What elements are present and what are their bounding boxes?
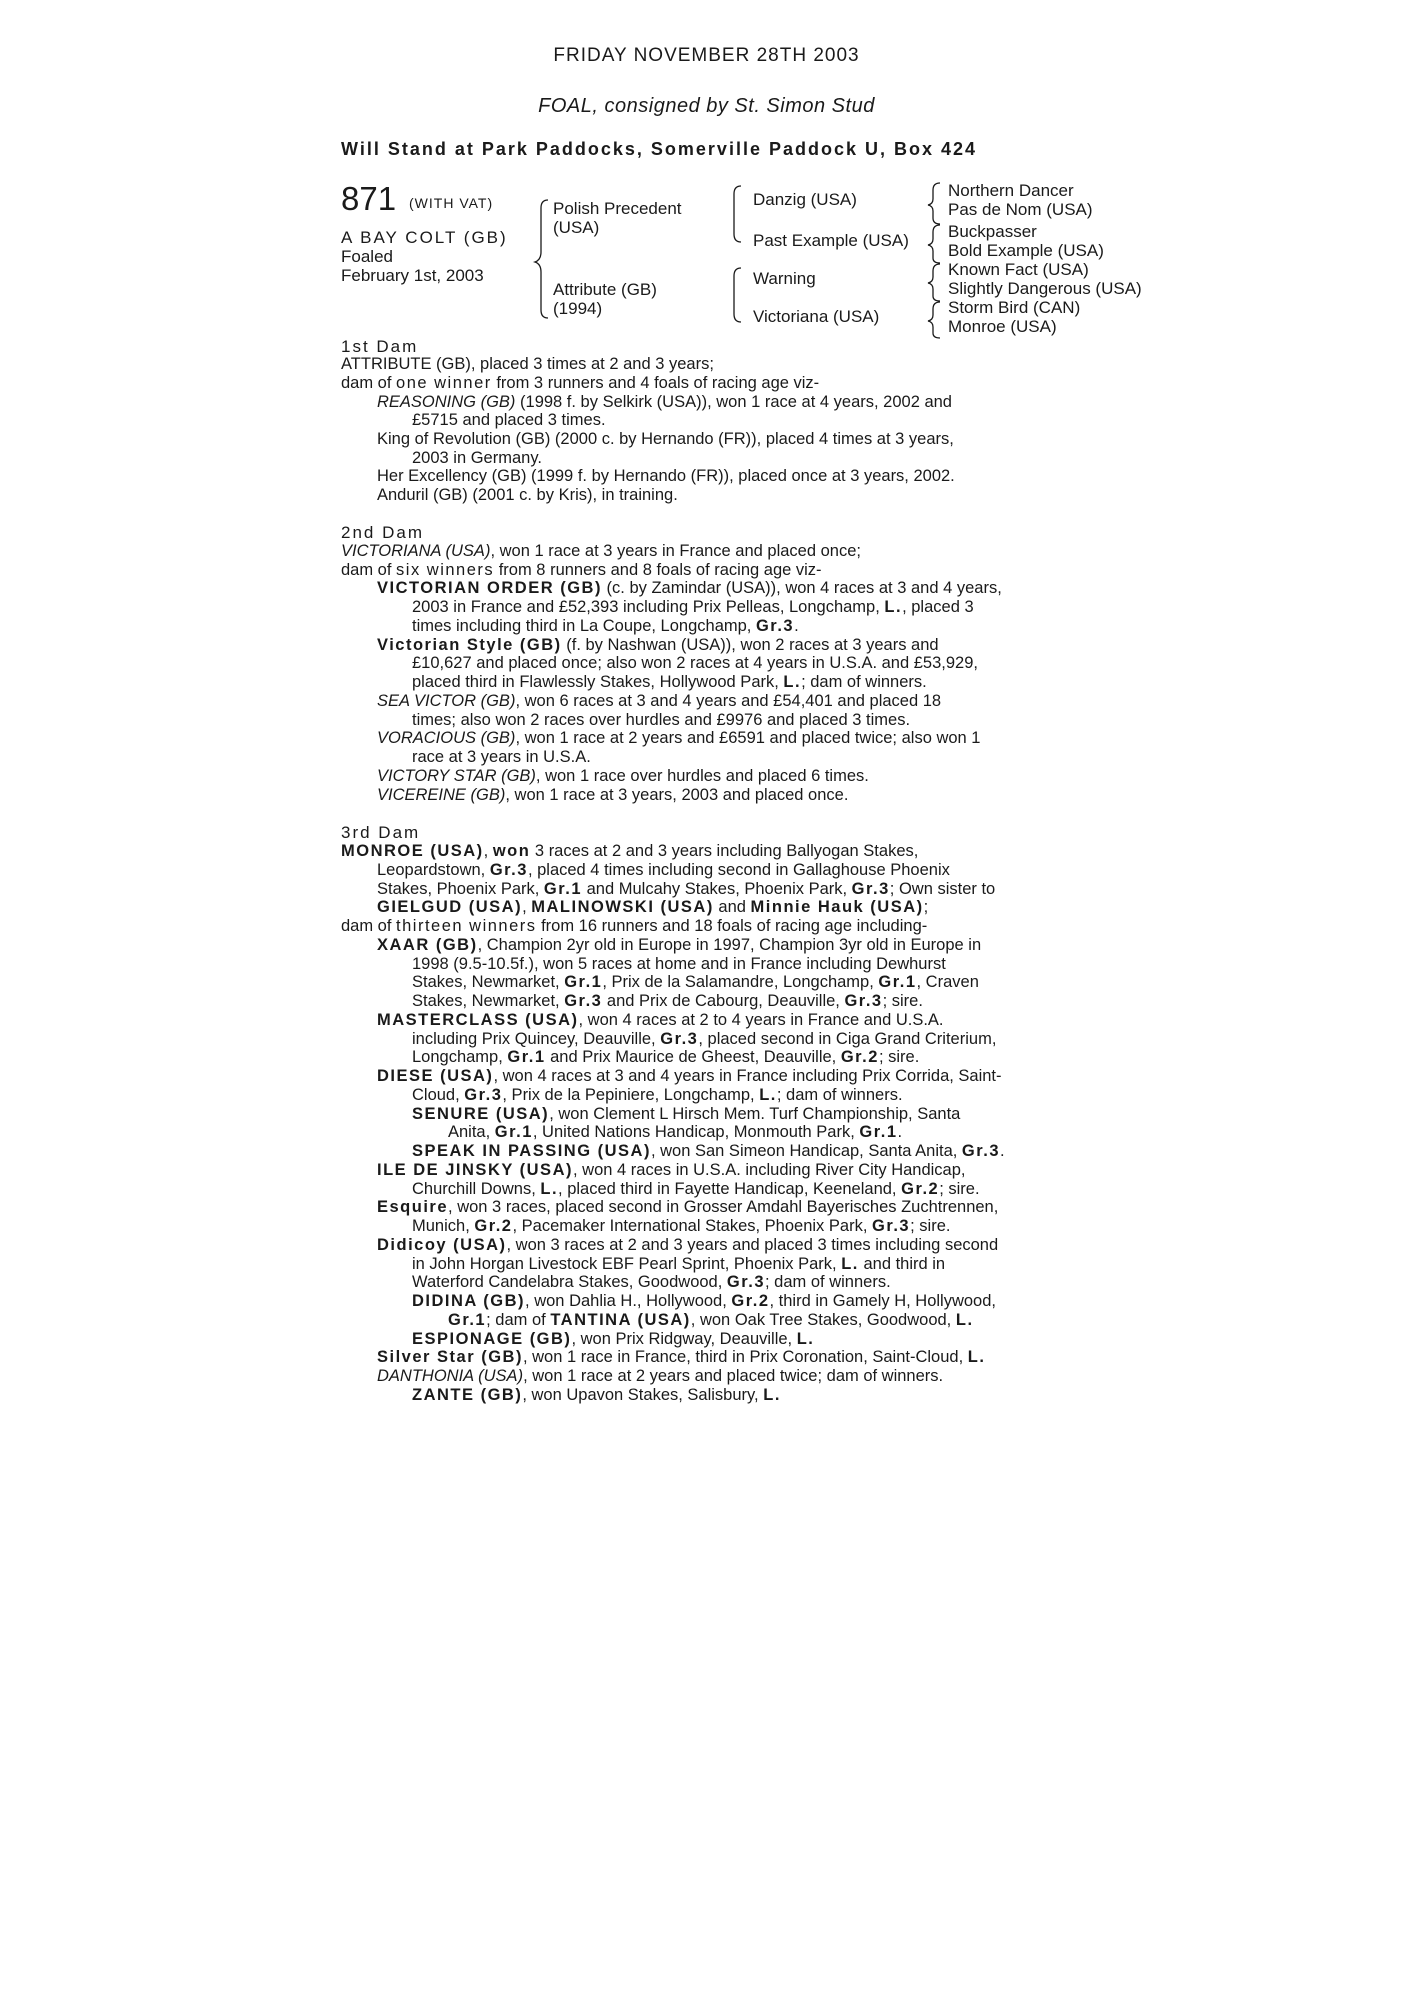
sire-name: Polish Precedent: [553, 199, 682, 218]
third-dam-line-4: GIELGUD (USA), MALINOWSKI (USA) and Minnie Hauk (USA);: [377, 898, 929, 916]
third-dam-heading: 3rd Dam: [341, 823, 421, 842]
produce-her-excellency: Her Excellency (GB) (1999 f. by Hernando (FR)), placed once at 3 years, 2002.: [377, 467, 955, 485]
produce-diese: DIESE (USA), won 4 races at 3 and 4 years in France including Prix Corrida, Saint-: [377, 1067, 1002, 1085]
produce-diese-cont: Cloud, Gr.3, Prix de la Pepiniere, Longchamp, L.; dam of winners.: [412, 1086, 903, 1104]
first-dam-produce-summary: dam of one winner from 3 runners and 4 foals of racing age viz-: [341, 374, 820, 392]
lot-description: A BAY COLT (GB): [341, 228, 508, 247]
pedigree-braces: [0, 0, 1413, 340]
produce-victorian-order: VICTORIAN ORDER (GB) (c. by Zamindar (USA)), won 4 races at 3 and 4 years,: [377, 579, 1002, 597]
pedigree-gen3-4: Bold Example (USA): [948, 241, 1104, 260]
pedigree-dam-sire: Warning: [753, 269, 816, 288]
produce-esquire-cont: Munich, Gr.2, Pacemaker International Stakes, Phoenix Park, Gr.3; sire.: [412, 1217, 951, 1235]
brace-danzig: [928, 183, 940, 224]
produce-xaar: XAAR (GB), Champion 2yr old in Europe in 1997, Champion 3yr old in Europe in: [377, 936, 982, 954]
produce-king-of-revolution-cont: 2003 in Germany.: [412, 449, 542, 467]
produce-ile-de-jinsky-cont: Churchill Downs, L., placed third in Fayette Handicap, Keeneland, Gr.2; sire.: [412, 1180, 980, 1198]
pedigree-gen3-3: Buckpasser: [948, 222, 1037, 241]
brace-sire: [734, 186, 741, 242]
produce-didicoy-cont2: Waterford Candelabra Stakes, Goodwood, Gr.3; dam of winners.: [412, 1273, 891, 1291]
brace-dam: [734, 268, 741, 322]
location-line: Will Stand at Park Paddocks, Somerville Paddock U, Box 424: [341, 139, 978, 159]
brace-main: [535, 200, 548, 318]
produce-victorian-order-cont: 2003 in France and £52,393 including Prix Pelleas, Longchamp, L., placed 3: [412, 598, 974, 616]
first-dam-line: ATTRIBUTE (GB), placed 3 times at 2 and 3 years;: [341, 355, 714, 373]
produce-esquire: Esquire, won 3 races, placed second in Grosser Amdahl Bayerisches Zuchtrennen,: [377, 1198, 999, 1216]
pedigree-gen3-2: Pas de Nom (USA): [948, 200, 1093, 219]
produce-didicoy: Didicoy (USA), won 3 races at 2 and 3 years and placed 3 times including second: [377, 1236, 999, 1254]
sale-date: FRIDAY NOVEMBER 28TH 2003: [553, 45, 860, 66]
foaled-date: February 1st, 2003: [341, 266, 484, 285]
pedigree-gen3-1: Northern Dancer: [948, 181, 1074, 200]
produce-danthonia: DANTHONIA (USA), won 1 race at 2 years and placed twice; dam of winners.: [377, 1367, 944, 1385]
produce-reasoning-cont: £5715 and placed 3 times.: [412, 411, 606, 429]
sire-country: (USA): [553, 218, 600, 237]
second-dam-line: VICTORIANA (USA), won 1 race at 3 years in France and placed once;: [341, 542, 861, 560]
lot-number: 871: [341, 180, 397, 217]
produce-anduril: Anduril (GB) (2001 c. by Kris), in training.: [377, 486, 678, 504]
produce-xaar-cont3: Stakes, Newmarket, Gr.3 and Prix de Cabourg, Deauville, Gr.3; sire.: [412, 992, 923, 1010]
produce-victory-star: VICTORY STAR (GB), won 1 race over hurdles and placed 6 times.: [377, 767, 869, 785]
brace-warning: [928, 264, 940, 301]
produce-king-of-revolution: King of Revolution (GB) (2000 c. by Hernando (FR)), placed 4 times at 3 years,: [377, 430, 954, 448]
produce-sea-victor: SEA VICTOR (GB), won 6 races at 3 and 4 years and £54,401 and placed 18: [377, 692, 942, 710]
produce-didina-cont: Gr.1; dam of TANTINA (USA), won Oak Tree Stakes, Goodwood, L.: [448, 1311, 974, 1329]
second-dam-heading: 2nd Dam: [341, 523, 424, 542]
produce-senure-cont: Anita, Gr.1, United Nations Handicap, Monmouth Park, Gr.1.: [448, 1123, 903, 1141]
produce-masterclass: MASTERCLASS (USA), won 4 races at 2 to 4 years in France and U.S.A.: [377, 1011, 944, 1029]
pedigree-gen3-6: Slightly Dangerous (USA): [948, 279, 1142, 298]
produce-silver-star: Silver Star (GB), won 1 race in France, third in Prix Coronation, Saint-Cloud, L.: [377, 1348, 986, 1366]
produce-speak-in-passing: SPEAK IN PASSING (USA), won San Simeon Handicap, Santa Anita, Gr.3.: [412, 1142, 1005, 1160]
third-dam-line-2: Leopardstown, Gr.3, placed 4 times including second in Gallaghouse Phoenix: [377, 861, 950, 879]
produce-reasoning: REASONING (GB) (1998 f. by Selkirk (USA)), won 1 race at 4 years, 2002 and: [377, 393, 952, 411]
vat-note: (WITH VAT): [409, 195, 494, 211]
foaled-label: Foaled: [341, 247, 393, 266]
consignment-line: FOAL, consigned by St. Simon Stud: [538, 95, 875, 117]
produce-victorian-style-cont: £10,627 and placed once; also won 2 races at 4 years in U.S.A. and £53,929,: [412, 654, 978, 672]
produce-ile-de-jinsky: ILE DE JINSKY (USA), won 4 races in U.S.A. including River City Handicap,: [377, 1161, 966, 1179]
produce-voracious-cont: race at 3 years in U.S.A.: [412, 748, 591, 766]
produce-victorian-order-cont2: times including third in La Coupe, Longchamp, Gr.3.: [412, 617, 799, 635]
produce-vicereine: VICEREINE (GB), won 1 race at 3 years, 2003 and placed once.: [377, 786, 849, 804]
dam-year: (1994): [553, 299, 603, 318]
pedigree-sire-dam: Past Example (USA): [753, 231, 909, 250]
pedigree-dam-dam: Victoriana (USA): [753, 307, 880, 326]
brace-past-example: [928, 225, 940, 263]
pedigree-gen3-7: Storm Bird (CAN): [948, 298, 1081, 317]
produce-victorian-style-cont2: placed third in Flawlessly Stakes, Hollywood Park, L.; dam of winners.: [412, 673, 927, 691]
produce-didina: DIDINA (GB), won Dahlia H., Hollywood, Gr.2, third in Gamely H, Hollywood,: [412, 1292, 996, 1310]
third-dam-line: MONROE (USA), won 3 races at 2 and 3 years including Ballyogan Stakes,: [341, 842, 919, 860]
produce-xaar-cont: 1998 (9.5-10.5f.), won 5 races at home and in France including Dewhurst: [412, 955, 946, 973]
dam-name: Attribute (GB): [553, 280, 657, 299]
pedigree-gen3-8: Monroe (USA): [948, 317, 1057, 336]
pedigree-dam: [553, 280, 657, 318]
produce-didicoy-cont: in John Horgan Livestock EBF Pearl Sprint, Phoenix Park, L. and third in: [412, 1255, 946, 1273]
third-dam-line-3: Stakes, Phoenix Park, Gr.1 and Mulcahy Stakes, Phoenix Park, Gr.3; Own sister to: [377, 880, 996, 898]
pedigree-sire: [553, 199, 682, 237]
second-dam-produce-summary: dam of six winners from 8 runners and 8 foals of racing age viz-: [341, 561, 822, 579]
third-dam-produce-summary: dam of thirteen winners from 16 runners and 18 foals of racing age including-: [341, 917, 928, 935]
first-dam-heading: 1st Dam: [341, 337, 419, 356]
pedigree-sire-sire: Danzig (USA): [753, 190, 857, 209]
produce-xaar-cont2: Stakes, Newmarket, Gr.1, Prix de la Salamandre, Longchamp, Gr.1, Craven: [412, 973, 979, 991]
produce-sea-victor-cont: times; also won 2 races over hurdles and £9976 and placed 3 times.: [412, 711, 911, 729]
pedigree-gen3-5: Known Fact (USA): [948, 260, 1089, 279]
produce-espionage: ESPIONAGE (GB), won Prix Ridgway, Deauville, L.: [412, 1330, 815, 1348]
produce-zante: ZANTE (GB), won Upavon Stakes, Salisbury, L.: [412, 1386, 781, 1404]
produce-masterclass-cont: including Prix Quincey, Deauville, Gr.3, placed second in Ciga Grand Criterium,: [412, 1030, 997, 1048]
produce-masterclass-cont2: Longchamp, Gr.1 and Prix Maurice de Gheest, Deauville, Gr.2; sire.: [412, 1048, 920, 1066]
produce-senure: SENURE (USA), won Clement L Hirsch Mem. Turf Championship, Santa: [412, 1105, 961, 1123]
brace-victoriana: [928, 302, 940, 338]
produce-voracious: VORACIOUS (GB), won 1 race at 2 years and £6591 and placed twice; also won 1: [377, 729, 981, 747]
produce-victorian-style: Victorian Style (GB) (f. by Nashwan (USA)), won 2 races at 3 years and: [377, 636, 939, 654]
